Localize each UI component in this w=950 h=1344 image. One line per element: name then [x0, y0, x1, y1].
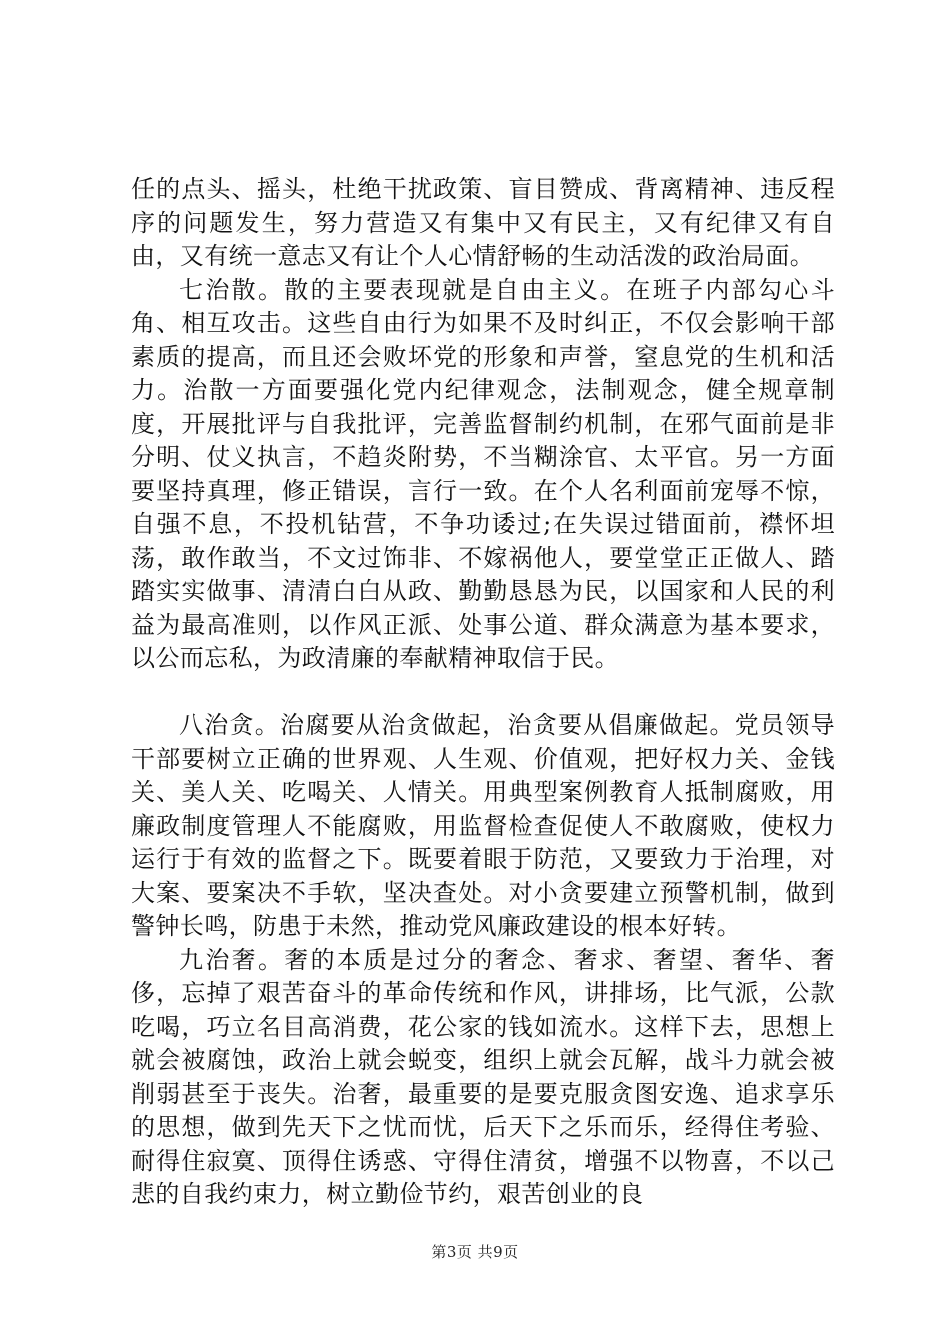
paragraph-spacer: [131, 676, 835, 710]
paragraph-continuation: 任的点头、摇头，杜绝干扰政策、盲目赞成、背离精神、违反程序的问题发生，努力营造又有集中又有民主，又有纪律又有自由，又有统一意志又有让个人心情舒畅的生动活泼的政治局面。: [131, 175, 835, 270]
paragraph-section-nine: 九治奢。奢的本质是过分的奢念、奢求、奢望、奢华、奢侈，忘掉了艰苦奋斗的革命传统和作风，讲排场，比气派，公款吃喝，巧立名目高消费，花公家的钱如流水。这样下去，思想上就会被腐蚀，政治上就会蜕变，组织上就会瓦解，战斗力就会被削弱甚至于丧失。治奢，最重要的是要克服贪图安逸、追求享乐的思想，做到先天下之忧而忧，后天下之乐而乐，经得住考验、耐得住寂寞、顶得住诱惑、守得住清贫，增强不以物喜，不以己悲的自我约束力，树立勤俭节约，艰苦创业的良: [131, 945, 835, 1208]
page-number-footer: 第3页 共9页: [431, 1243, 519, 1261]
document-body: [131, 173, 835, 1212]
paragraph-section-eight: 八治贪。治腐要从治贪做起，治贪要从倡廉做起。党员领导干部要树立正确的世界观、人生观、价值观，把好权力关、金钱关、美人关、吃喝关、人情关。用典型案例教育人抵制腐败，用廉政制度管理人不能腐败，用监督检查促使人不敢腐败，使权力运行于有效的监督之下。既要着眼于防范，又要致力于治理，对大案、要案决不手软，坚决查处。对小贪要建立预警机制，做到警钟长鸣，防患于未然，推动党风廉政建设的根本好转。: [131, 711, 835, 940]
paragraph-section-seven: 七治散。散的主要表现就是自由主义。在班子内部勾心斗角、相互攻击。这些自由行为如果不及时纠正，不仅会影响干部素质的提高，而且还会败坏党的形象和声誉，窒息党的生机和活力。治散一方面要强化党内纪律观念，法制观念，健全规章制度，开展批评与自我批评，完善监督制约机制，在邪气面前是非分明、仗义执言，不趋炎附势，不当糊涂官、太平官。另一方面要坚持真理，修正错误，言行一致。在个人名利面前宠辱不惊，自强不息，不投机钻营，不争功诿过;在失误过错面前，襟怀坦荡，敢作敢当，不文过饰非、不嫁祸他人，要堂堂正正做人、踏踏实实做事、清清白白从政、勤勤恳恳为民，以国家和人民的利益为最高准则，以作风正派、处事公道、群众满意为基本要求，以公而忘私，为政清廉的奉献精神取信于民。: [131, 275, 835, 672]
